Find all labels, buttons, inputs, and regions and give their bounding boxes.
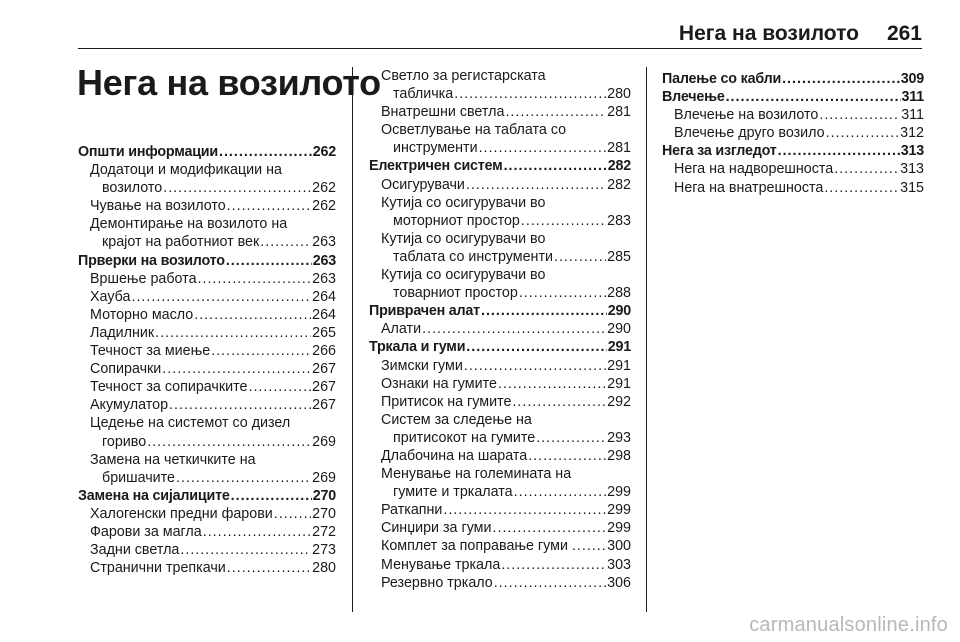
leader-dots bbox=[163, 179, 311, 197]
toc-page-number: 313 bbox=[900, 161, 924, 178]
toc-entry-label: Комплет за поправање гуми . bbox=[381, 538, 576, 555]
toc-entry-label: Моторно масло bbox=[90, 306, 194, 323]
toc-entry-label: Менување тркала bbox=[381, 556, 501, 573]
toc-page-number: 264 bbox=[312, 306, 336, 323]
toc-entry-label: гориво bbox=[102, 433, 147, 450]
toc-page-number: 266 bbox=[312, 343, 336, 360]
toc-page-number: 299 bbox=[607, 502, 631, 519]
toc-entry-label: бришачите bbox=[102, 469, 176, 486]
toc-entry[interactable] bbox=[78, 360, 336, 378]
toc-entry-label: Алати bbox=[381, 321, 422, 338]
toc-section[interactable] bbox=[369, 157, 631, 175]
toc-entry-label: Менување на големината на bbox=[381, 466, 572, 483]
leader-dots bbox=[519, 284, 606, 302]
leader-dots bbox=[147, 433, 311, 451]
toc-page-number: 288 bbox=[607, 285, 631, 302]
toc-page-number: 299 bbox=[607, 520, 631, 537]
toc-page-number: 269 bbox=[312, 469, 336, 486]
toc-page-number: 267 bbox=[312, 397, 336, 414]
leader-dots bbox=[194, 306, 311, 324]
toc-entry-label: Фарови за магла bbox=[90, 523, 202, 540]
toc-page-number: 291 bbox=[607, 375, 631, 392]
toc-page-number: 262 bbox=[312, 198, 336, 215]
toc-entry[interactable] bbox=[369, 411, 631, 447]
toc-entry-label: Притисок на гумите bbox=[381, 393, 512, 410]
toc-entry[interactable] bbox=[78, 451, 336, 487]
watermark: carmanualsonline.info bbox=[749, 614, 948, 636]
toc-entry[interactable] bbox=[369, 375, 631, 393]
leader-dots bbox=[824, 179, 899, 197]
toc-entry-label: Цедење на системот со дизел bbox=[90, 415, 291, 432]
leader-dots bbox=[505, 103, 606, 121]
leader-dots bbox=[501, 556, 606, 574]
toc-section-title: Електричен систем bbox=[369, 158, 503, 175]
toc-column-3 bbox=[662, 70, 924, 197]
leader-dots bbox=[219, 143, 312, 161]
toc-entry[interactable] bbox=[369, 574, 631, 592]
toc-entry-label: Хауба bbox=[90, 288, 131, 305]
toc-page-number: 290 bbox=[607, 303, 631, 320]
leader-dots bbox=[231, 487, 312, 505]
toc-page-number: 299 bbox=[607, 484, 631, 501]
leader-dots bbox=[466, 338, 606, 356]
column-divider bbox=[646, 67, 647, 612]
leader-dots bbox=[826, 124, 900, 142]
toc-section-title: Тркала и гуми bbox=[369, 339, 466, 356]
toc-page-number: 300 bbox=[607, 538, 631, 555]
toc-entry-label: Течност за миење bbox=[90, 343, 211, 360]
toc-entry-label: Длабочина на шарата bbox=[381, 447, 528, 464]
toc-page-number: 262 bbox=[312, 180, 336, 197]
toc-entry[interactable] bbox=[369, 465, 631, 501]
toc-page-number: 313 bbox=[900, 143, 924, 160]
toc-entry[interactable] bbox=[369, 447, 631, 465]
toc-entry-label: Систем за следење на bbox=[381, 411, 532, 428]
toc-entry[interactable] bbox=[78, 324, 336, 342]
toc-page-number: 267 bbox=[312, 361, 336, 378]
toc-entry[interactable] bbox=[369, 556, 631, 574]
page-number: 261 bbox=[886, 22, 922, 45]
leader-dots bbox=[464, 357, 606, 375]
leader-dots bbox=[131, 288, 311, 306]
toc-entry-label: Додатоци и модификации на bbox=[90, 162, 282, 179]
toc-page-number: 267 bbox=[312, 379, 336, 396]
toc-entry-label: возилото bbox=[102, 180, 163, 197]
leader-dots bbox=[443, 501, 606, 519]
toc-page-number: 298 bbox=[607, 447, 631, 464]
header-rule bbox=[78, 48, 922, 49]
toc-page-number: 303 bbox=[607, 556, 631, 573]
toc-page-number: 290 bbox=[607, 321, 631, 338]
toc-page-number: 262 bbox=[312, 144, 336, 160]
toc-entry-label: Раткапни bbox=[381, 502, 443, 519]
toc-page-number: 282 bbox=[607, 158, 631, 175]
toc-entry-label: Резервно тркало bbox=[381, 574, 493, 591]
leader-dots bbox=[528, 447, 606, 465]
leader-dots bbox=[227, 559, 311, 577]
toc-entry[interactable] bbox=[78, 414, 336, 450]
toc-entry-label: Светло за регистарската bbox=[381, 68, 546, 84]
toc-entry-label: Кутија со осигурувачи во bbox=[381, 194, 546, 211]
toc-entry[interactable] bbox=[78, 306, 336, 324]
toc-page-number: 283 bbox=[607, 212, 631, 229]
toc-entry[interactable] bbox=[78, 378, 336, 396]
toc-page-number: 309 bbox=[900, 71, 924, 87]
leader-dots bbox=[554, 248, 606, 266]
toc-column-1 bbox=[78, 143, 336, 577]
toc-entry[interactable] bbox=[369, 320, 631, 338]
toc-section[interactable] bbox=[78, 487, 336, 505]
toc-page-number: 293 bbox=[607, 429, 631, 446]
toc-entry[interactable] bbox=[78, 197, 336, 215]
leader-dots bbox=[227, 197, 311, 215]
toc-section-title: Нега за изгледот bbox=[662, 143, 777, 160]
toc-page-number: 263 bbox=[312, 234, 336, 251]
toc-entry[interactable] bbox=[78, 270, 336, 288]
column-divider bbox=[352, 67, 353, 612]
toc-page-number: 265 bbox=[312, 324, 336, 341]
toc-page-number: 282 bbox=[607, 176, 631, 193]
leader-dots bbox=[819, 106, 900, 124]
toc-page-number: 281 bbox=[607, 140, 631, 157]
toc-entry[interactable] bbox=[78, 215, 336, 251]
toc-entry-label: Нега на внатрешноста bbox=[674, 179, 824, 196]
toc-page-number: 311 bbox=[901, 107, 924, 124]
leader-dots bbox=[162, 360, 311, 378]
toc-entry[interactable] bbox=[78, 161, 336, 197]
toc-page-number: 315 bbox=[900, 179, 924, 196]
toc-entry-label: табличка bbox=[393, 86, 454, 103]
toc-entry-label: Ознаки на гумите bbox=[381, 375, 497, 392]
leader-dots bbox=[211, 342, 311, 360]
toc-entry-label: Чување на возилото bbox=[90, 198, 226, 215]
toc-entry-label: Халогенски предни фарови bbox=[90, 505, 273, 522]
toc-page-number: 269 bbox=[312, 433, 336, 450]
leader-dots bbox=[577, 537, 606, 555]
toc-page-number: 272 bbox=[312, 523, 336, 540]
toc-entry[interactable] bbox=[369, 537, 631, 555]
leader-dots bbox=[494, 574, 606, 592]
toc-entry[interactable] bbox=[78, 523, 336, 541]
leader-dots bbox=[274, 505, 311, 523]
toc-page-number: 270 bbox=[312, 505, 336, 522]
toc-section-title: Замена на сијалиците bbox=[78, 487, 230, 504]
toc-entry[interactable] bbox=[369, 357, 631, 375]
toc-entry[interactable] bbox=[369, 121, 631, 157]
toc-entry[interactable] bbox=[369, 194, 631, 230]
toc-entry-label: таблата со инструменти bbox=[393, 248, 553, 265]
toc-entry-label: крајот на работниот век bbox=[102, 234, 260, 251]
leader-dots bbox=[203, 523, 311, 541]
toc-page-number: 270 bbox=[312, 487, 336, 504]
toc-section-title: Влечење bbox=[662, 89, 725, 106]
toc-page-number: 273 bbox=[312, 542, 336, 559]
toc-entry[interactable] bbox=[369, 393, 631, 411]
toc-entry-label: Сопирачки bbox=[90, 361, 162, 378]
toc-entry-label: инструменти bbox=[393, 140, 478, 157]
toc-entry-label: Осветлување на таблата со bbox=[381, 122, 567, 139]
toc-page-number: 263 bbox=[312, 252, 336, 269]
toc-entry[interactable] bbox=[369, 103, 631, 121]
toc-entry-label: Влечење друго возило bbox=[674, 125, 825, 142]
toc-entry-label: Акумулатор bbox=[90, 397, 169, 414]
toc-column-2 bbox=[369, 67, 631, 592]
toc-entry-label: Зимски гуми bbox=[381, 357, 463, 374]
leader-dots bbox=[226, 252, 312, 270]
toc-entry-label: Осигурувачи bbox=[381, 176, 465, 193]
toc-page-number: 285 bbox=[607, 248, 631, 265]
leader-dots bbox=[479, 139, 607, 157]
toc-entry-label: Странични трепкачи bbox=[90, 560, 226, 577]
leader-dots bbox=[422, 320, 606, 338]
leader-dots bbox=[536, 429, 606, 447]
leader-dots bbox=[198, 270, 312, 288]
leader-dots bbox=[778, 142, 900, 160]
toc-page-number: 280 bbox=[607, 86, 631, 103]
running-header bbox=[679, 22, 922, 46]
toc-entry[interactable] bbox=[662, 124, 924, 142]
toc-entry-label: Демонтирање на возилото на bbox=[90, 216, 288, 233]
toc-entry-label: Замена на четкичките на bbox=[90, 451, 256, 468]
toc-entry-label: Влечење на возилото bbox=[674, 107, 819, 124]
leader-dots bbox=[180, 541, 311, 559]
leader-dots bbox=[481, 302, 607, 320]
toc-page-number: 291 bbox=[607, 357, 631, 374]
toc-entry-label: Внатрешни светла bbox=[381, 104, 505, 121]
toc-page-number: 263 bbox=[312, 270, 336, 287]
leader-dots bbox=[248, 378, 311, 396]
toc-entry[interactable] bbox=[662, 179, 924, 197]
toc-section-title: Општи информации bbox=[78, 144, 218, 160]
chapter-title: Нега на возилото bbox=[77, 62, 381, 103]
toc-section-title: Прверки на возилото bbox=[78, 252, 225, 269]
leader-dots bbox=[834, 160, 899, 178]
toc-page-number: 280 bbox=[312, 560, 336, 577]
toc-entry-label: Задни светла bbox=[90, 542, 180, 559]
toc-entry[interactable] bbox=[369, 176, 631, 194]
toc-entry-label: Нега на надворешноста bbox=[674, 161, 834, 178]
toc-section[interactable] bbox=[369, 302, 631, 320]
toc-entry[interactable] bbox=[369, 67, 631, 103]
toc-entry-label: моторниот простор bbox=[393, 212, 520, 229]
leader-dots bbox=[498, 375, 606, 393]
toc-section[interactable] bbox=[369, 338, 631, 356]
toc-page-number: 264 bbox=[312, 288, 336, 305]
running-header-title: Нега на возилото bbox=[678, 22, 859, 45]
leader-dots bbox=[514, 483, 607, 501]
leader-dots bbox=[169, 396, 311, 414]
toc-section[interactable] bbox=[662, 88, 924, 106]
toc-entry-label: Кутија со осигурувачи во bbox=[381, 267, 546, 284]
toc-entry[interactable] bbox=[78, 559, 336, 577]
toc-section[interactable] bbox=[662, 70, 924, 88]
toc-entry-label: притисокот на гумите bbox=[393, 429, 536, 446]
leader-dots bbox=[260, 233, 311, 251]
toc-entry-label: Течност за сопирачките bbox=[90, 379, 248, 396]
leader-dots bbox=[782, 70, 900, 88]
leader-dots bbox=[726, 88, 901, 106]
toc-entry[interactable] bbox=[78, 541, 336, 559]
toc-entry[interactable] bbox=[78, 505, 336, 523]
toc-entry[interactable] bbox=[369, 519, 631, 537]
leader-dots bbox=[466, 176, 606, 194]
toc-section-title: Приврачен алат bbox=[369, 303, 480, 320]
toc-entry-label: товарниот простор bbox=[393, 285, 518, 302]
toc-entry[interactable] bbox=[78, 342, 336, 360]
toc-page-number: 311 bbox=[901, 89, 924, 106]
toc-entry[interactable] bbox=[78, 396, 336, 414]
leader-dots bbox=[454, 85, 606, 103]
toc-entry-label: Кутија со осигурувачи во bbox=[381, 230, 546, 247]
toc-section[interactable] bbox=[662, 142, 924, 160]
toc-page-number: 292 bbox=[607, 393, 631, 410]
toc-page-number: 291 bbox=[607, 339, 631, 356]
toc-entry[interactable] bbox=[78, 288, 336, 306]
toc-page-number: 306 bbox=[607, 574, 631, 591]
toc-page-number: 312 bbox=[900, 125, 924, 142]
toc-entry[interactable] bbox=[662, 160, 924, 178]
toc-section[interactable] bbox=[78, 143, 336, 161]
toc-entry-label: гумите и тркалата bbox=[393, 484, 513, 501]
toc-entry[interactable] bbox=[369, 230, 631, 266]
leader-dots bbox=[512, 393, 606, 411]
toc-entry-label: Синџири за гуми bbox=[381, 520, 492, 537]
toc-entry-label: Вршење работа bbox=[90, 270, 197, 287]
toc-section[interactable] bbox=[78, 252, 336, 270]
toc-entry[interactable] bbox=[662, 106, 924, 124]
leader-dots bbox=[521, 212, 606, 230]
toc-entry-label: Ладилник bbox=[90, 324, 155, 341]
toc-section-title: Палење со кабли bbox=[662, 71, 782, 87]
leader-dots bbox=[155, 324, 311, 342]
leader-dots bbox=[493, 519, 607, 537]
toc-entry[interactable] bbox=[369, 266, 631, 302]
toc-entry[interactable] bbox=[369, 501, 631, 519]
toc-page-number: 281 bbox=[607, 104, 631, 121]
leader-dots bbox=[176, 469, 311, 487]
leader-dots bbox=[504, 157, 607, 175]
